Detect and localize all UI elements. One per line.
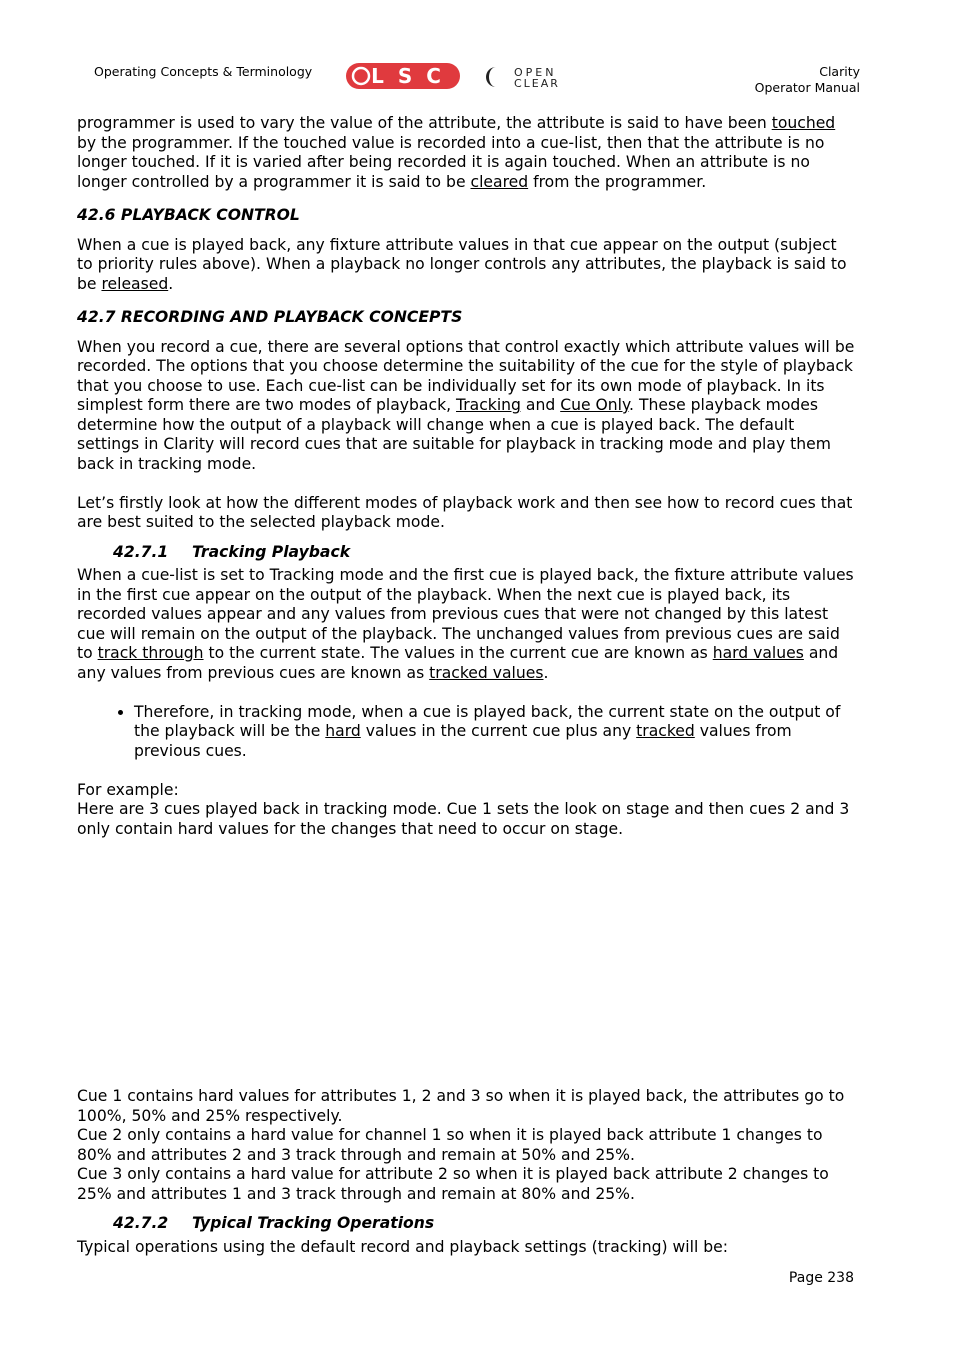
lsc-logo bbox=[345, 62, 461, 90]
term-tracking: Tracking bbox=[456, 396, 521, 414]
figure-placeholder bbox=[77, 839, 857, 1087]
header-doc-type: Operator Manual bbox=[754, 80, 860, 95]
recording-paragraph-1: When you record a cue, there are several options that control exactly which attribute values will be recorded. The options that you choose determine the suitability of the cue for the style of playback that you choose to use. Each cue-list can be individually set for its own mode of playback. In its simplest form there are two modes of playback, Tracking and Cue Only. These playback modes determine how the output of a playback will change when a cue is played back. The default settings in Clarity will record cues that are suitable for playback in tracking mode and play them back in tracking mode. bbox=[77, 337, 855, 473]
header-manual-title bbox=[755, 64, 860, 96]
term-released: released bbox=[101, 274, 169, 293]
cue-2-description: Cue 2 only contains a hard value for channel 1 so when it is played back attribute 1 changes to 80% and attributes 2 and 3 track through and remain at 50% and 25%. bbox=[77, 1126, 823, 1164]
example-label: For example: bbox=[77, 780, 179, 799]
cue-3-description: Cue 3 only contains a hard value for attribute 2 so when it is played back attribute 2 changes to 25% and attributes 1 and 3 track through and remain at 80% and 25%. bbox=[77, 1165, 829, 1203]
term-cue-only: Cue Only bbox=[560, 396, 630, 414]
heading-42-7-1: 42.7.1 Tracking Playback bbox=[113, 542, 351, 561]
page-number: Page 238 bbox=[788, 1270, 854, 1286]
term-tracked: tracked bbox=[636, 722, 695, 740]
term-cleared: cleared bbox=[470, 172, 529, 191]
intro-paragraph: programmer is used to vary the value of the attribute, the attribute is said to have been touched by the programmer. If the touched value is recorded into a cue-list, then that the attribute is no longer touched. If it is varied after being recorded it is again touched. When an attribute is no longer controlled by a programmer it is said to be cleared from the programmer. bbox=[77, 114, 836, 191]
svg-text:LSC: LSC bbox=[371, 64, 455, 88]
page-content bbox=[77, 114, 857, 1257]
term-touched: touched bbox=[771, 114, 836, 132]
term-hard-values: hard values bbox=[712, 644, 804, 662]
heading-42-7: 42.7 RECORDING AND PLAYBACK CONCEPTS bbox=[77, 308, 463, 326]
cue-1-description: Cue 1 contains hard values for attributes 1, 2 and 3 so when it is played back, the attributes go to 100%, 50% and 25% respectively. bbox=[77, 1087, 845, 1125]
heading-42-6: 42.6 PLAYBACK CONTROL bbox=[77, 206, 300, 224]
header-section-title: Operating Concepts & Terminology bbox=[94, 64, 313, 79]
heading-42-7-2: 42.7.2 Typical Tracking Operations bbox=[113, 1214, 435, 1232]
svg-text:CLEAR: CLEAR bbox=[514, 77, 560, 90]
term-hard: hard bbox=[325, 722, 361, 740]
tracking-paragraph: When a cue-list is set to Tracking mode and the first cue is played back, the fixture attribute values in the first cue appear on the output of the playback. When the next cue is played back, its recorded values appear and any values from previous cues that were not changed by this latest cue will remain on the output of the playback. The unchanged values from previous cues are said to track through to the current state. The values in the current cue are known as hard values and any values from previous cues are known as tracked values. bbox=[77, 566, 854, 682]
list-item: • Therefore, in tracking mode, when a cue is played back, the current state on the output of the playback will be the hard values in the current cue plus any tracked values from previous cues. bbox=[134, 703, 857, 762]
open-clear-logo bbox=[482, 64, 578, 90]
typical-operations-paragraph: Typical operations using the default record and playback settings (tracking) will be: bbox=[77, 1237, 728, 1256]
term-track-through: track through bbox=[97, 644, 204, 662]
playback-control-paragraph: When a cue is played back, any fixture attribute values in that cue appear on the output (subject to priority rules above). When a playback no longer controls any attributes, the playback is said to be released. bbox=[77, 235, 847, 293]
example-text: Here are 3 cues played back in tracking mode. Cue 1 sets the look on stage and then cues 2 and 3 only contain hard values for the changes that need to occur on stage. bbox=[77, 800, 850, 838]
bullet-list bbox=[77, 703, 857, 762]
svg-text:OPEN: OPEN bbox=[514, 66, 557, 79]
header-product: Clarity bbox=[819, 64, 860, 79]
recording-paragraph-2: Let’s firstly look at how the different modes of playback work and then see how to record cues that are best suited to the selected playback mode. bbox=[77, 493, 853, 531]
term-tracked-values: tracked values bbox=[429, 663, 544, 682]
